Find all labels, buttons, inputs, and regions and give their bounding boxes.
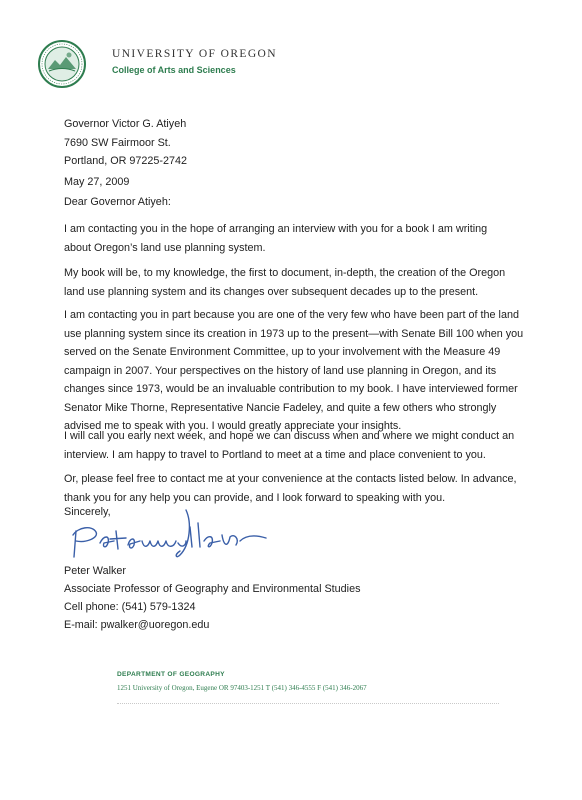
paragraph-line: thank you for any help you can provide, and I look forward to speaking with you.: [64, 491, 446, 504]
paragraph-1: [64, 220, 534, 257]
paragraph-line: I will call you early next week, and hope we can discuss when and where we might conduct an: [64, 430, 515, 442]
paragraph-line: interview. I am happy to travel to Portland to meet at a time and place convenient to you.: [64, 448, 486, 461]
paragraph-4: [64, 427, 534, 464]
paragraph-line: I am contacting you in part because you are one of the very few who have been part of the land: [64, 309, 519, 321]
paragraph-line: Or, please feel free to contact me at your convenience at the contacts listed below. In advance,: [64, 473, 517, 485]
signer-title: Associate Professor of Geography and Environmental Studies: [64, 583, 361, 595]
signer-email: E-mail: pwalker@uoregon.edu: [64, 619, 210, 631]
paragraph-line: use planning system since its creation in 1973 up to the present—with Senate Bill 100 when you: [64, 327, 524, 340]
paragraph-line: advised me to speak with you. I would greatly appreciate your insights.: [64, 420, 402, 432]
recipient-street: 7690 SW Fairmoor St.: [64, 136, 171, 149]
handwritten-signature: [70, 505, 270, 567]
university-seal-logo: [38, 40, 86, 88]
footer-department: DEPARTMENT OF GEOGRAPHY: [117, 671, 225, 678]
footer-address: 1251 University of Oregon, Eugene OR 97403-1251 T (541) 346-4555 F (541) 346-2067: [117, 684, 367, 692]
closing: Sincerely,: [64, 506, 111, 518]
recipient-name: Governor Victor G. Atiyeh: [64, 118, 187, 130]
letter-date: May 27, 2009: [64, 176, 130, 188]
university-name: UNIVERSITY OF OREGON: [112, 48, 277, 60]
paragraph-3: [64, 306, 534, 436]
recipient-city: Portland, OR 97225-2742: [64, 155, 188, 167]
paragraph-line: changes since 1973, would be an invaluable contribution to my book. I have interviewed former: [64, 383, 518, 395]
signature-block: [64, 562, 360, 634]
footer-divider: [117, 703, 499, 708]
signer-phone: Cell phone: (541) 579-1324: [64, 601, 196, 613]
paragraph-line: I am contacting you in the hope of arranging an interview with you for a book I am writing: [64, 223, 488, 235]
paragraph-5: [64, 470, 534, 507]
paragraph-line: campaign in 2007. Your perspectives on the history of land use planning in Oregon, and its: [64, 364, 497, 377]
paragraph-line: land use planning system and its changes over subsequent decades up to the present.: [64, 285, 479, 298]
college-name: College of Arts and Sciences: [112, 65, 236, 75]
recipient-address: [64, 115, 534, 171]
paragraph-line: Senator Mike Thorne, Representative Nancie Fadeley, and quite a few others who strongly: [64, 401, 497, 414]
signer-name: Peter Walker: [64, 565, 126, 577]
paragraph-line: My book will be, to my knowledge, the first to document, in-depth, the creation of the Oregon: [64, 267, 506, 279]
paragraph-line: served on the Senate Environment Committee, up to your involvement with the Measure 49: [64, 346, 501, 358]
salutation: Dear Governor Atiyeh:: [64, 196, 171, 208]
paragraph-2: [64, 264, 534, 301]
paragraph-line: about Oregon’s land use planning system.: [64, 241, 266, 254]
